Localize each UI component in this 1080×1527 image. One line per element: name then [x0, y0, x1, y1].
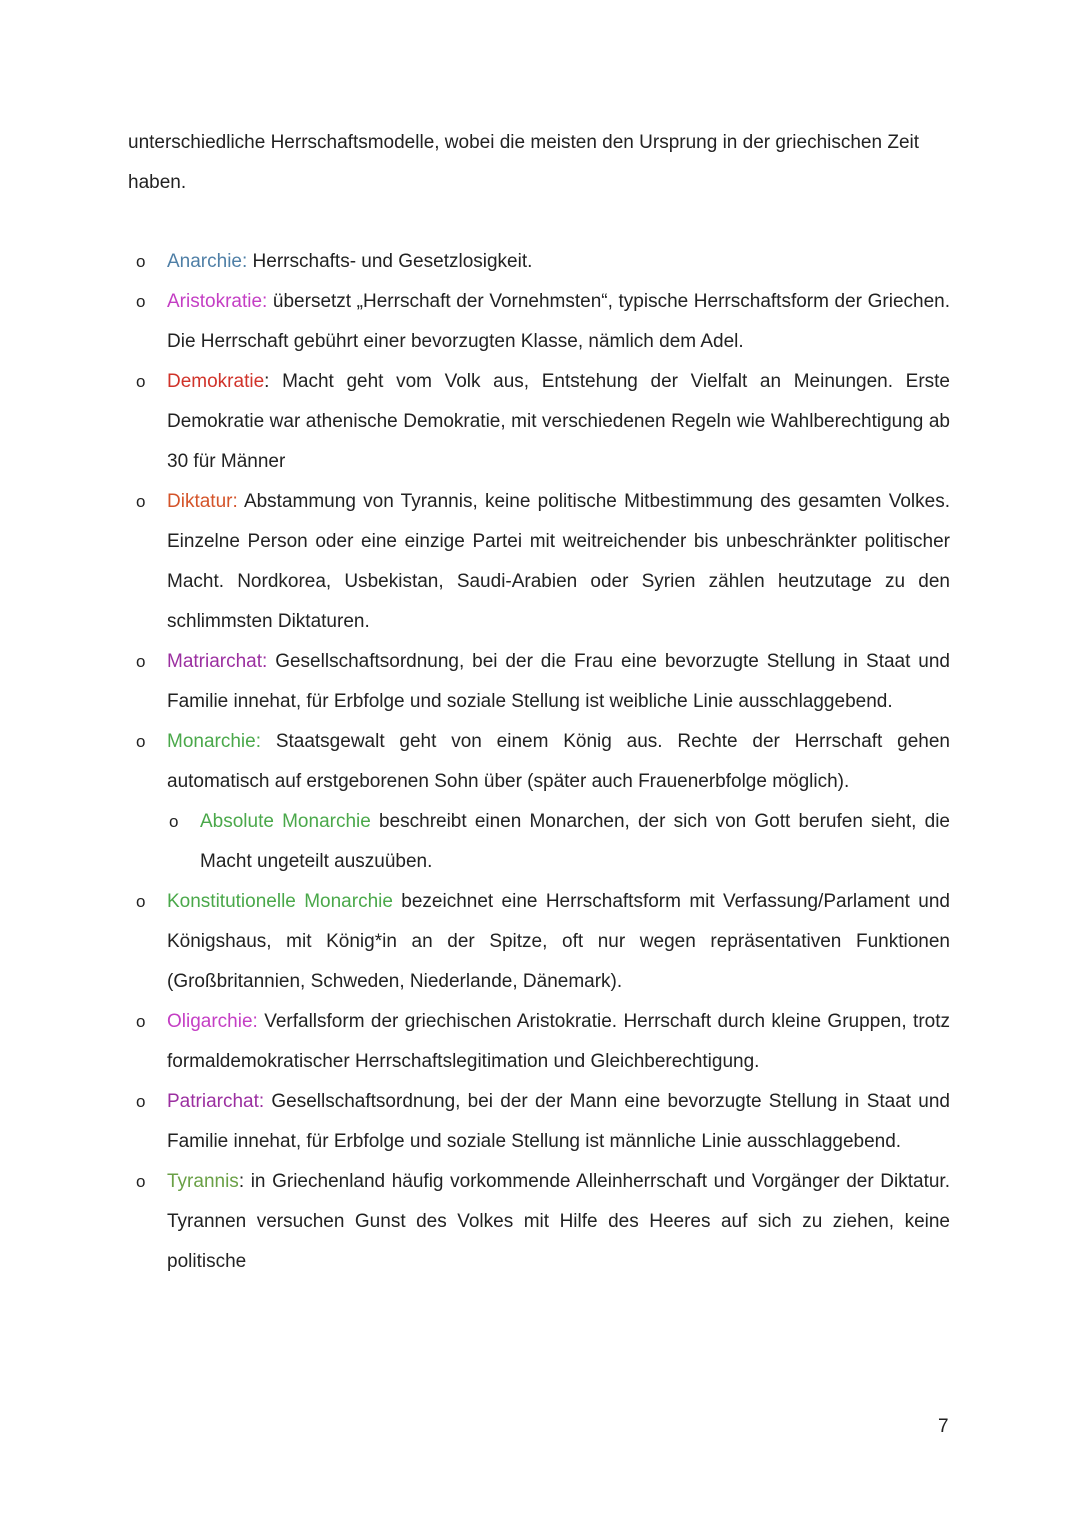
intro-paragraph: unterschiedliche Herrschaftsmodelle, wobei die meisten den Ursprung in der griechischen Zeit haben. — [128, 132, 920, 193]
government-forms-list — [128, 242, 950, 1282]
term-definition: bezeichnet eine Herrschaftsform mit Verfassung/Parlament und Königshaus, mit König*in an der Spitze, oft nur wegen repräsentativen Funktionen (Großbritannien, Schweden, Niederlande, Dänemark). — [167, 891, 950, 992]
term-definition: Gesellschaftsordnung, bei der der Mann eine bevorzugte Stellung in Staat und Familie innehat, für Erbfolge und soziale Stellung ist männliche Linie ausschlaggebend. — [167, 1091, 950, 1152]
bullet-icon: o — [136, 292, 146, 311]
bullet-icon: o — [136, 372, 146, 391]
term-label: Demokratie — [167, 371, 265, 392]
term-label: Matriarchat: — [167, 651, 268, 672]
list-item-aristokratie — [128, 282, 950, 362]
list-item-konstitutionelle-monarchie — [128, 882, 950, 1002]
term-definition: Gesellschaftsordnung, bei der die Frau eine bevorzugte Stellung in Staat und Familie innehat, für Erbfolge und soziale Stellung ist weibliche Linie ausschlaggebend. — [167, 651, 950, 712]
term-label: Oligarchie: — [167, 1011, 258, 1032]
bullet-icon: o — [136, 252, 146, 271]
term-label: Tyrannis — [167, 1171, 239, 1192]
list-item-tyrannis — [128, 1162, 950, 1282]
list-item-anarchie — [128, 242, 950, 282]
term-label: Monarchie: — [167, 731, 261, 752]
bullet-icon: o — [136, 892, 146, 911]
term-label: Patriarchat: — [167, 1091, 265, 1112]
term-definition: Herrschafts- und Gesetzlosigkeit. — [247, 251, 533, 272]
bullet-icon: o — [136, 492, 146, 511]
bullet-icon: o — [136, 652, 146, 671]
list-item-matriarchat — [128, 642, 950, 722]
bullet-icon: o — [136, 1012, 146, 1031]
term-definition: Staatsgewalt geht von einem König aus. Rechte der Herrschaft gehen automatisch auf erstgeborenen Sohn über (später auch Frauenerbfolge möglich). — [167, 731, 950, 792]
bullet-icon: o — [136, 1172, 146, 1191]
term-definition: beschreibt einen Monarchen, der sich von Gott berufen sieht, die Macht ungeteilt auszuüben. — [200, 811, 950, 872]
term-label: Anarchie: — [167, 251, 248, 272]
list-item-patriarchat — [128, 1082, 950, 1162]
list-item-absolute-monarchie — [128, 802, 950, 882]
list-item-diktatur — [128, 482, 950, 642]
bullet-icon: o — [136, 732, 146, 751]
term-label: Konstitutionelle Monarchie — [167, 891, 393, 912]
term-label: Aristokratie: — [167, 291, 268, 312]
term-label: Absolute Monarchie — [200, 811, 371, 832]
term-definition: Abstammung von Tyrannis, keine politische Mitbestimmung des gesamten Volkes. Einzelne Person oder eine einzige Partei mit weitreichender bis unbeschränkter politischer Macht. Nordkorea, Usbekistan, Saudi-Arabien oder Syrien zählen heutzutage zu den schlimmsten Diktaturen. — [167, 491, 950, 632]
bullet-icon: o — [169, 812, 179, 831]
bullet-icon: o — [136, 1092, 146, 1111]
term-definition: übersetzt „Herrschaft der Vornehmsten“, typische Herrschaftsform der Griechen. Die Herrschaft gebührt einer bevorzugten Klasse, nämlich dem Adel. — [167, 291, 950, 352]
page-number: 7 — [938, 1416, 949, 1437]
list-item-oligarchie — [128, 1002, 950, 1082]
term-definition: : Macht geht vom Volk aus, Entstehung der Vielfalt an Meinungen. Erste Demokratie war athenische Demokratie, mit verschiedenen Regeln wie Wahlberechtigung ab 30 für Männer — [167, 371, 950, 472]
term-definition: : in Griechenland häufig vorkommende Alleinherrschaft und Vorgänger der Diktatur. Tyrannen versuchen Gunst des Volkes mit Hilfe des Heeres auf sich zu ziehen, keine politische — [167, 1171, 950, 1272]
list-item-demokratie — [128, 362, 950, 482]
list-item-monarchie — [128, 722, 950, 802]
term-definition: Verfallsform der griechischen Aristokratie. Herrschaft durch kleine Gruppen, trotz formaldemokratischer Herrschaftslegitimation und Gleichberechtigung. — [167, 1011, 950, 1072]
term-label: Diktatur: — [167, 491, 238, 512]
